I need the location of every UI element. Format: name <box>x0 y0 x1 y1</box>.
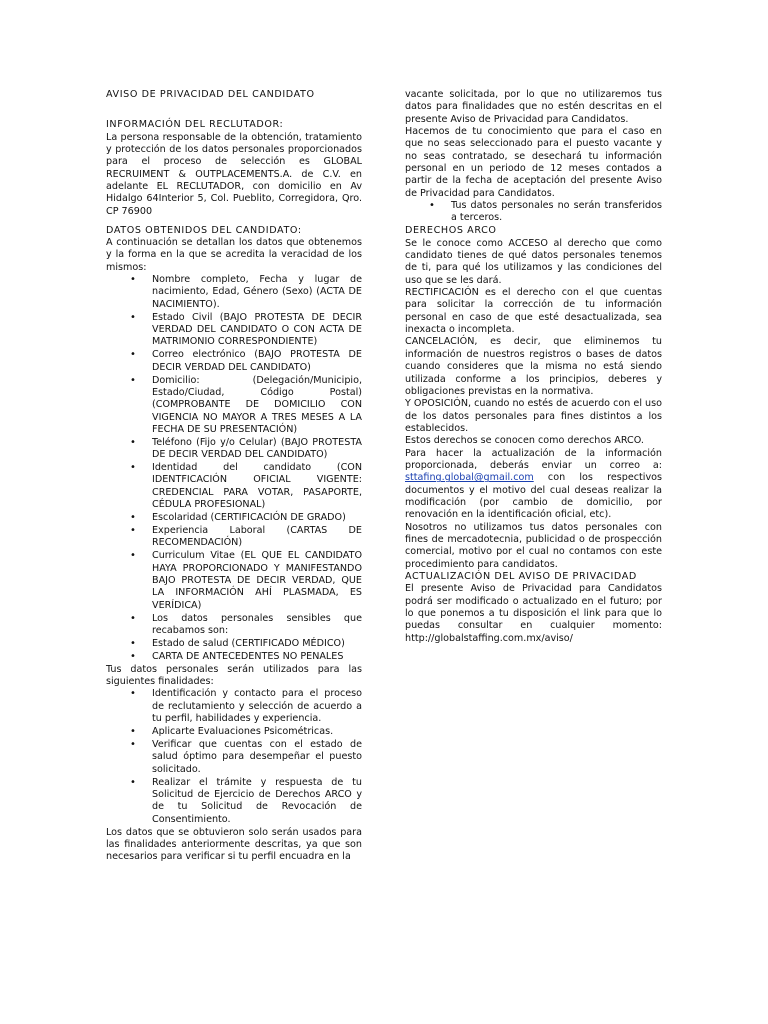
update-heading: ACTUALIZACIÓN DEL AVISO DE PRIVACIDAD <box>405 571 637 582</box>
candidate-data-list <box>106 274 362 663</box>
list-item: • Teléfono (Fijo y/o Celular) (BAJO PROTESTA DE DECIR VERDAD DEL CANDIDATO) <box>106 437 362 462</box>
continuation-paragraph: vacante solicitada, por lo que no utilizaremos tus datos para finalidades que no estén descritas en el presente Aviso de Privacidad para Candidatos. <box>405 89 662 125</box>
update-paragraph <box>405 448 662 522</box>
closing-paragraph: Los datos que se obtuvieron solo serán usados para las finalidades anteriormente descritas, ya que son necesarios para verificar si tu perfil encuadra en la <box>106 826 362 863</box>
list-item: • Escolaridad (CERTIFICACIÓN DE GRADO) <box>106 512 362 524</box>
left-column <box>106 0 362 864</box>
list-item: • Domicilio: (Delegación/Municipio, Estado/Ciudad, Código Postal) (COMPROBANTE DE DOMICILIO CON VIGENCIA NO MAYOR A TRES MESES A LA FECHA DE SU PRESENTACIÓN) <box>106 375 362 437</box>
list-item: • Identificación y contacto para el proceso de reclutamiento y selección de acuerdo a tu perfil, habilidades y experiencia. <box>106 688 362 725</box>
right-column <box>405 0 662 645</box>
transfer-list <box>405 200 662 225</box>
marketing-paragraph: Nosotros no utilizamos tus datos personales con fines de mercadotecnia, publicidad o de prospección comercial, motivo por el cual no contamos con este procedimiento para candidatos. <box>405 521 662 570</box>
cancelacion-paragraph: CANCELACIÓN, es decir, que eliminemos tu información de nuestros registros o bases de datos cuando consideres que la misma no está siendo utilizada conforme a los principios, deberes y obligaciones previstas en la normativa. <box>405 336 662 397</box>
list-item: • Realizar el trámite y respuesta de tu Solicitud de Ejercicio de Derechos ARCO y de tu Solicitud de Revocación de Consentimiento. <box>106 777 362 826</box>
acceso-paragraph: Se le conoce como ACCESO al derecho que como candidato tienes de qué datos personales tenemos de ti, para qué los utilizamos y las condiciones del uso que se les dará. <box>405 237 662 286</box>
list-item: • Los datos personales sensibles que recabamos son: <box>106 613 362 638</box>
purpose-list <box>106 688 362 826</box>
retention-paragraph: Hacemos de tu conocimiento que para el caso en que no seas seleccionado para el puesto vacante y no seas contratado, se desechará tu información personal en un periodo de 12 meses contados a partir de la fecha de aceptación del presente Aviso de Privacidad para Candidatos. <box>405 126 662 199</box>
recruiter-paragraph: La persona responsable de la obtención, tratamiento y protección de los datos personales proporcionados para el proceso de selección es GLOBAL RECRUIMENT & OUTPLACEMENTS.A. de C.V. en adelante EL RECLUTADOR, con domicilio en Av Hidalgo 64Interior 5, Col. Pueblito, Corregidora, Qro. CP 76900 <box>106 131 362 217</box>
list-item: • Identidad del candidato (CON IDENTFICACIÓN OFICIAL VIGENTE: CREDENCIAL PARA VOTAR, PASAPORTE, CÉDULA PROFESIONAL) <box>106 462 362 511</box>
purpose-intro: Tus datos personales serán utilizados para las siguientes finalidades: <box>106 663 362 688</box>
candidate-data-intro: A continuación se detallan los datos que obtenemos y la forma en la que se acredita la veracidad de los mismos: <box>106 236 362 273</box>
oposicion-paragraph: Y OPOSICIÓN, cuando no estés de acuerdo con el uso de los datos personales para fines distintos a los establecidos. <box>405 398 662 434</box>
update-text-before: Para hacer la actualización de la información proporcionada, deberás enviar un correo a: <box>405 447 662 471</box>
list-item: • Aplicarte Evaluaciones Psicométricas. <box>106 726 362 738</box>
list-item: • Verificar que cuentas con el estado de salud óptimo para desempeñar el puesto solicitado. <box>106 739 362 776</box>
list-item: • Tus datos personales no serán transferidos a terceros. <box>405 200 662 225</box>
list-item: • Curriculum Vitae (EL QUE EL CANDIDATO HAYA PROPORCIONADO Y MANIFESTANDO BAJO PROTESTA DE DECIR VERDAD, QUE LA INFORMACIÓN AHÍ PLASMADA, ES VERÍDICA) <box>106 550 362 612</box>
list-item: • Experiencia Laboral (CARTAS DE RECOMENDACIÓN) <box>106 525 362 550</box>
list-item: • Estado de salud (CERTIFICADO MÉDICO) <box>106 638 362 650</box>
rectificacion-paragraph: RECTIFICACIÓN es el derecho con el que cuentas para solicitar la corrección de tu información personal en caso de que esté desactualizada, sea inexacta o incompleta. <box>405 287 662 336</box>
list-item: • Estado Civil (BAJO PROTESTA DE DECIR VERDAD DEL CANDIDATO O CON ACTA DE MATRIMONIO CORRESPONDIENTE) <box>106 312 362 349</box>
document-title: AVISO DE PRIVACIDAD DEL CANDIDATO <box>106 89 315 100</box>
arco-summary: Estos derechos se conocen como derechos ARCO. <box>405 435 644 447</box>
update-notice-paragraph: El presente Aviso de Privacidad para Candidatos podrá ser modificado o actualizado en el futuro; por lo que ponemos a tu disposición el link para que lo puedas consultar en cualquier momento: http://globalstaffing.com.mx/aviso/ <box>405 583 662 644</box>
candidate-data-heading: DATOS OBTENIDOS DEL CANDIDATO: <box>106 224 302 236</box>
list-item: • CARTA DE ANTECEDENTES NO PENALES <box>106 651 362 663</box>
email-link[interactable]: sttafing.global@gmail.com <box>405 472 534 484</box>
list-item: • Correo electrónico (BAJO PROTESTA DE DECIR VERDAD DEL CANDIDATO) <box>106 349 362 374</box>
recruiter-heading: INFORMACIÓN DEL RECLUTADOR: <box>106 119 284 131</box>
update-text-after: con los respectivos documentos y el motivo del cual deseas realizar la modificación (por cambio de domicilio, por renovación en la identificación oficial, etc). <box>405 472 662 521</box>
arco-heading: DERECHOS ARCO <box>405 225 497 237</box>
list-item: • Nombre completo, Fecha y lugar de nacimiento, Edad, Género (Sexo) (ACTA DE NACIMIENTO). <box>106 274 362 311</box>
